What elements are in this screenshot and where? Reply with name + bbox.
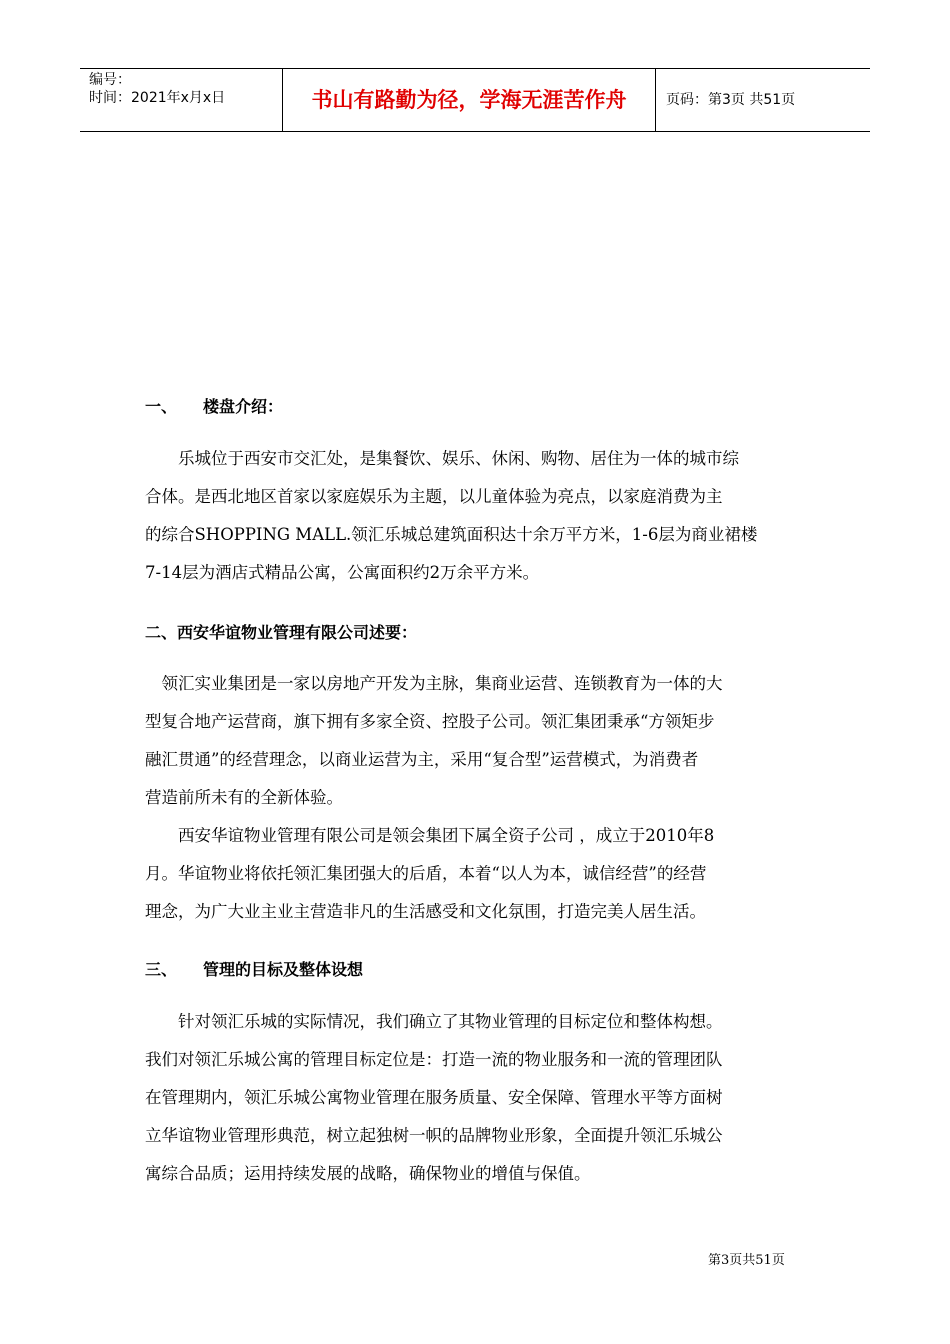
- page-header: [80, 68, 870, 132]
- section-heading-1: [145, 394, 283, 417]
- header-motto: 书山有路勤为径，学海无涯苦作舟: [311, 88, 627, 112]
- footer-page-number: 第3页共51页: [708, 1253, 785, 1268]
- section-title: 管理的目标及整体设想: [203, 960, 364, 979]
- text-line: 领汇实业集团是一家以房地产开发为主脉，集商业运营、连锁教育为一体的大: [145, 674, 723, 693]
- section-heading-2: [145, 620, 417, 643]
- header-meta: [89, 71, 225, 107]
- paragraph-3: [145, 817, 810, 931]
- paragraph-4: [145, 1003, 810, 1193]
- text-line: 型复合地产运营商，旗下拥有多家全资、控股子公司。领汇集团秉承“方领矩步: [145, 712, 715, 731]
- section-number: 一、: [145, 397, 178, 416]
- section-number: 三、: [145, 960, 178, 979]
- text-line: 融汇贯通”的经营理念，以商业运营为主，采用“复合型”运营模式，为消费者: [145, 750, 699, 769]
- header-number: 编号：: [89, 72, 131, 88]
- text-line: 的综合SHOPPING MALL.领汇乐城总建筑面积达十余万平方米，1-6层为商业裙楼: [145, 525, 758, 544]
- section-title: 楼盘介绍：: [203, 397, 284, 416]
- section-title: 二、西安华谊物业管理有限公司述要：: [145, 623, 418, 642]
- paragraph-1: [145, 440, 810, 592]
- header-divider: [655, 69, 656, 131]
- text-line: 合体。是西北地区首家以家庭娱乐为主题，以儿童体验为亮点，以家庭消费为主: [145, 487, 723, 506]
- text-line: 营造前所未有的全新体验。: [145, 788, 343, 807]
- text-line: 针对领汇乐城的实际情况，我们确立了其物业管理的目标定位和整体构想。: [145, 1012, 723, 1031]
- text-line: 月。华谊物业将依托领汇集团强大的后盾，本着“以人为本，诚信经营”的经营: [145, 864, 707, 883]
- text-line: 乐城位于西安市交汇处，是集餐饮、娱乐、休闲、购物、居住为一体的城市综: [145, 449, 739, 468]
- header-page-number: 页码：第3页 共51页: [666, 92, 796, 108]
- text-line: 西安华谊物业管理有限公司是领会集团下属全资子公司 ，成立于2010年8: [145, 826, 715, 845]
- header-time: 时间：2021年x月x日: [89, 90, 226, 106]
- text-line: 我们对领汇乐城公寓的管理目标定位是：打造一流的物业服务和一流的管理团队: [145, 1050, 723, 1069]
- paragraph-2: [145, 665, 810, 817]
- section-heading-3: [145, 957, 363, 980]
- text-line: 立华谊物业管理形典范，树立起独树一帜的品牌物业形象，全面提升领汇乐城公: [145, 1126, 723, 1145]
- text-line: 理念，为广大业主业主营造非凡的生活感受和文化氛围，打造完美人居生活。: [145, 902, 706, 921]
- text-line: 在管理期内，领汇乐城公寓物业管理在服务质量、安全保障、管理水平等方面树: [145, 1088, 723, 1107]
- text-line: 寓综合品质；运用持续发展的战略，确保物业的增值与保值。: [145, 1164, 591, 1183]
- text-line: 7-14层为酒店式精品公寓，公寓面积约2万余平方米。: [145, 563, 540, 582]
